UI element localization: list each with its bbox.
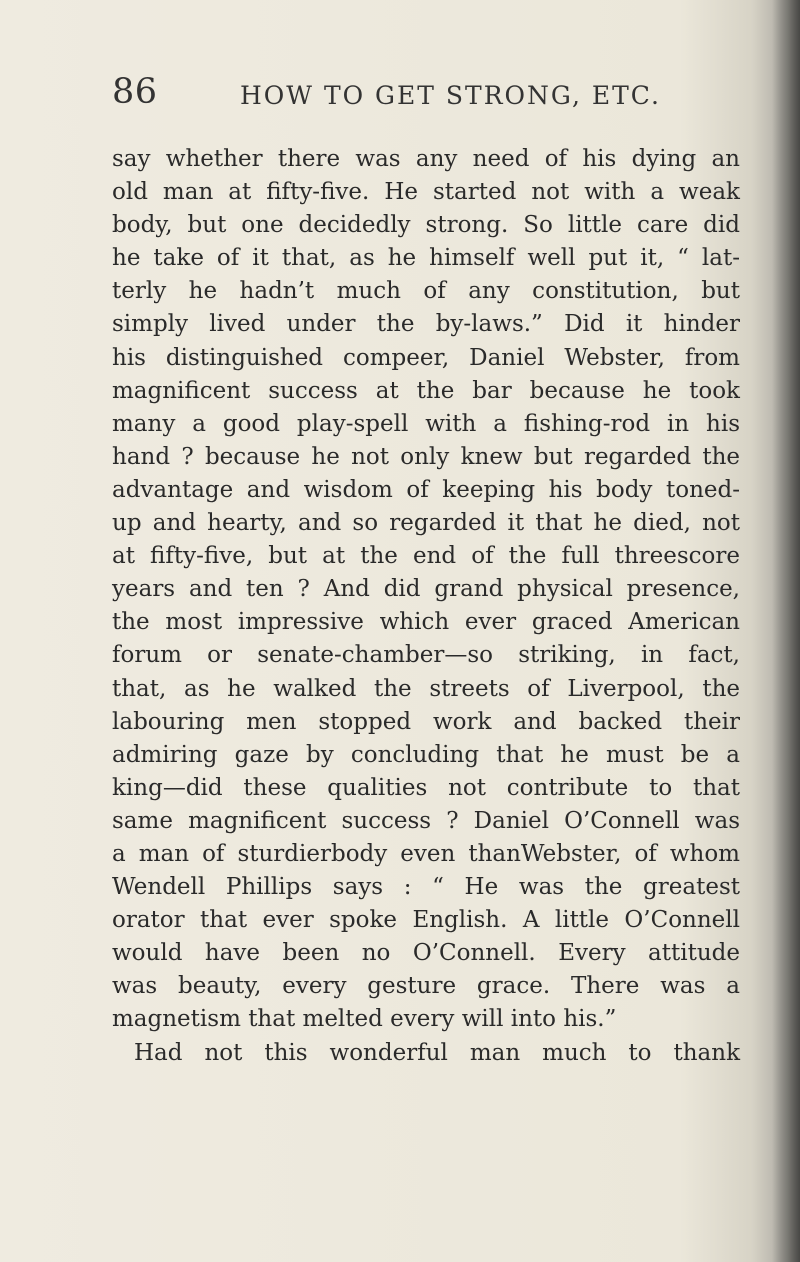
text-line: that, as he walked the streets of Liverpool, the [112,675,740,702]
text-line: terly he hadn’t much of any constitution, but [112,278,740,305]
text-line: magnificent success at the bar because he took [112,377,740,404]
text-line: up and hearty, and so regarded it that he died, not [112,510,740,537]
text-line: magnetism that melted every will into his.” [112,1006,617,1033]
text-line: advantage and wisdom of keeping his body toned- [112,476,740,503]
binding-shadow [772,0,800,1262]
text-line: at fifty-five, but at the end of the full threescore [112,543,740,570]
body-text [112,143,740,1070]
text-line: was beauty, every gesture grace. There was a [112,973,740,1000]
text-line: he take of it that, as he himself well put it, “ lat- [112,245,740,272]
text-line: a man of sturdierbody even thanWebster, of whom [112,840,740,867]
text-line: same magnificent success ? Daniel O’Connell was [112,807,740,834]
text-line: orator that ever spoke English. A little O’Connell [112,907,740,934]
text-line: would have been no O’Connell. Every attitude [112,940,740,967]
text-line: forum or senate-chamber—so striking, in fact, [112,642,740,669]
text-line: old man at fifty-five. He started not with a weak [112,179,740,206]
text-line: Wendell Phillips says : “ He was the greatest [112,874,740,901]
text-line: his distinguished compeer, Daniel Webster, from [112,344,740,371]
text-line: Had not this wonderful man much to thank [134,1039,740,1066]
text-line: say whether there was any need of his dying an [112,146,740,172]
text-line: many a good play-spell with a fishing-rod in his [112,410,740,437]
text-line: admiring gaze by concluding that he must be a [112,741,740,768]
page-header [112,72,752,120]
text-line: labouring men stopped work and backed their [112,708,740,735]
text-line: years and ten ? And did grand physical presence, [112,576,740,603]
running-head: HOW TO GET STRONG, ETC. [240,81,661,110]
text-line: simply lived under the by-laws.” Did it hinder [112,311,740,338]
text-line: body, but one decidedly strong. So little care did [112,212,740,239]
text-line: hand ? because he not only knew but regarded the [112,443,740,470]
text-line: king—did these qualities not contribute to that [112,774,740,801]
text-line: the most impressive which ever graced American [112,609,740,636]
page-number: 86 [112,72,158,112]
